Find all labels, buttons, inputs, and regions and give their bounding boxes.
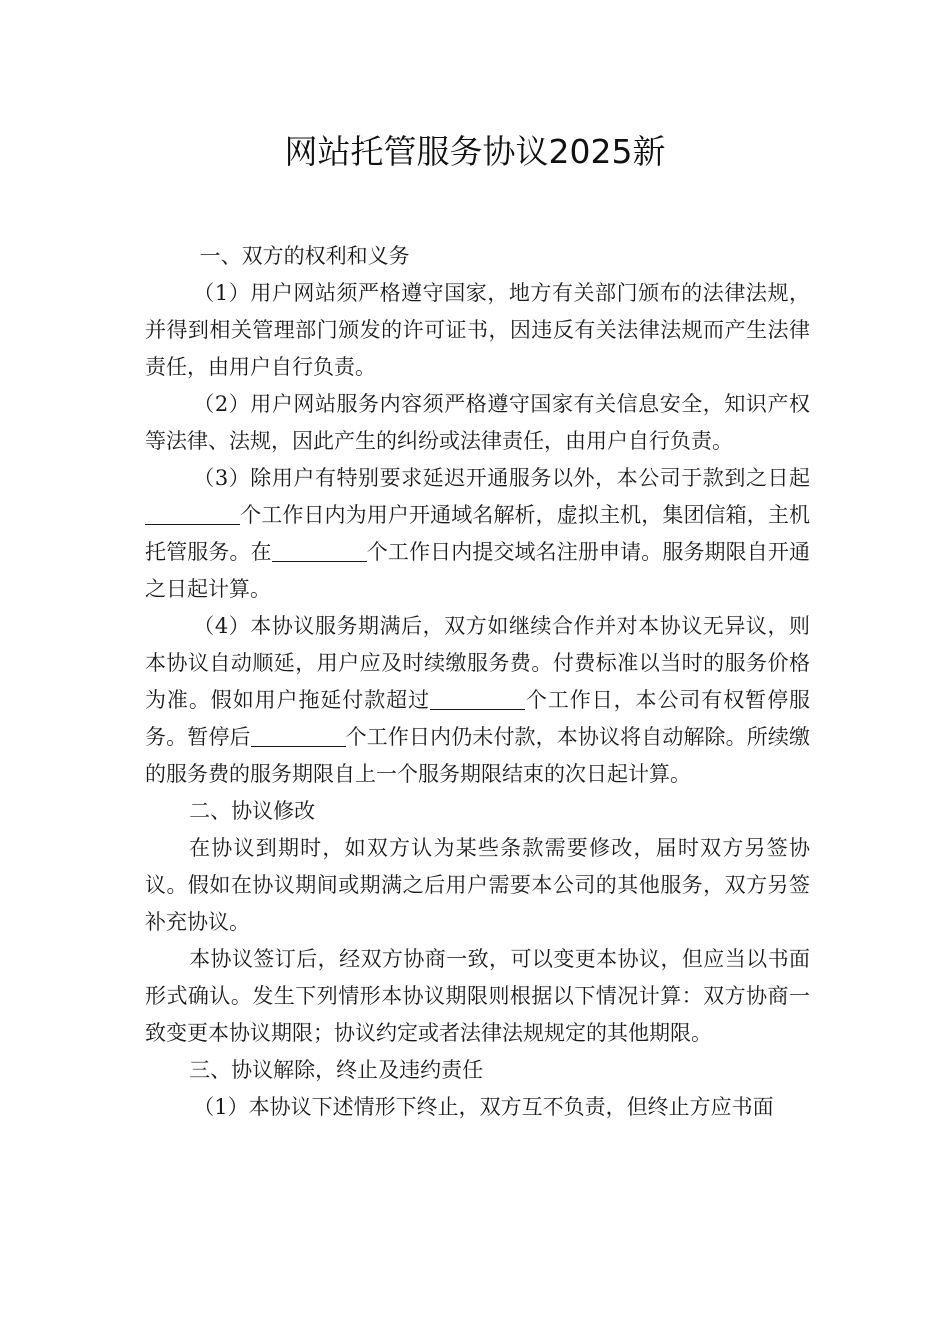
text-run: （3）除用户有特别要求延迟开通服务以外，本公司于款到之日起 <box>193 466 810 490</box>
paragraph-termination-item-1: （1）本协议下述情形下终止，双方互不负责，但终止方应书面 <box>193 1095 774 1119</box>
section-heading-rights: 一、双方的权利和义务 <box>199 244 410 268</box>
paragraph-rights-item-3 <box>145 460 810 608</box>
text-run: （4）本协议服务期满后，双方如继续合作并对本协议无异议，则本协议自动顺延，用户应及时续缴服务费。付费标准以当时的服务价格为准。假如用户拖延付款超过 <box>145 614 810 712</box>
section-heading-termination: 三、协议解除，终止及违约责任 <box>189 1058 484 1082</box>
fill-in-blank <box>145 503 240 525</box>
text-run: 个工作日内提交域名注册申请。服务期限自开通之日起计算。 <box>145 540 811 601</box>
document-body <box>145 238 810 1126</box>
paragraph-modification-1: 在协议到期时，如双方认为某些条款需要修改，届时双方另签协议。假如在协议期间或期满之后用户需要本公司的其他服务，双方另签补充协议。 <box>145 836 810 934</box>
paragraph-rights-item-4 <box>145 608 810 793</box>
text-run: 个工作日，本公司有权暂停服务。暂停后 <box>145 688 810 749</box>
fill-in-blank <box>430 688 525 710</box>
paragraph-rights-item-1: （1）用户网站须严格遵守国家，地方有关部门颁布的法律法规，并得到相关管理部门颁发的许可证书，因违反有关法律法规而产生法律责任，由用户自行负责。 <box>145 281 810 379</box>
text-run: 个工作日内为用户开通域名解析，虚拟主机，集团信箱，主机托管服务。在 <box>145 503 810 564</box>
section-heading-modification: 二、协议修改 <box>189 799 316 823</box>
document-title: 网站托管服务协议2025新 <box>284 132 666 171</box>
text-run: 个工作日内仍未付款，本协议将自动解除。所续缴的服务费的服务期限自上一个服务期限结束的次日起计算。 <box>145 725 811 786</box>
fill-in-blank <box>272 540 367 562</box>
paragraph-rights-item-2: （2）用户网站服务内容须严格遵守国家有关信息安全，知识产权等法律、法规，因此产生的纠纷或法律责任，由用户自行负责。 <box>145 392 810 453</box>
fill-in-blank <box>251 725 346 747</box>
paragraph-modification-2: 本协议签订后，经双方协商一致，可以变更本协议，但应当以书面形式确认。发生下列情形本协议期限则根据以下情况计算：双方协商一致变更本协议期限；协议约定或者法律法规规定的其他期限。 <box>145 947 810 1045</box>
